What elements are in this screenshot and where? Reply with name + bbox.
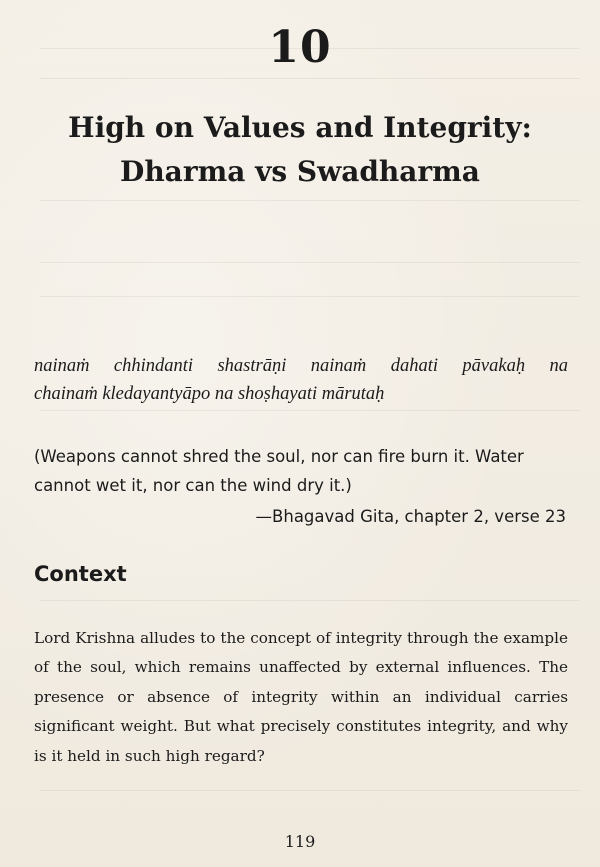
epigraph-attribution: —Bhagavad Gita, chapter 2, verse 23: [255, 507, 566, 526]
bleed-through-line: [40, 78, 580, 79]
chapter-title-line-1: High on Values and Integrity:: [68, 111, 532, 144]
page-number: 119: [284, 832, 316, 851]
epigraph-line-1: nainaṁ chhindanti shastrāṇi nainaṁ dahati pāvakaḥ na: [34, 356, 568, 376]
body-paragraph: Lord Krishna alludes to the concept of integrity through the example of the soul, which remains unaffected by external influences. The presence or absence of integrity within an individual carries significant weight. But what precisely constitutes integrity, and why is it held in such high regard?: [34, 629, 568, 765]
bleed-through-line: [40, 262, 580, 263]
chapter-title: [0, 106, 600, 194]
bleed-through-line: [40, 600, 580, 601]
epigraph-translation: (Weapons cannot shred the soul, nor can fire burn it. Water cannot wet it, nor can the wind dry it.): [34, 447, 524, 495]
bleed-through-line: [40, 410, 580, 411]
chapter-title-line-2: Dharma vs Swadharma: [120, 155, 480, 188]
bleed-through-line: [40, 200, 580, 201]
chapter-number: 10: [268, 22, 332, 73]
section-heading: Context: [34, 562, 127, 586]
epigraph-line-2: chainaṁ kledayantyāpo na shoṣhayati mārutaḥ: [34, 384, 385, 404]
bleed-through-line: [40, 790, 580, 791]
bleed-through-line: [40, 296, 580, 297]
epigraph-verse: [34, 352, 568, 408]
